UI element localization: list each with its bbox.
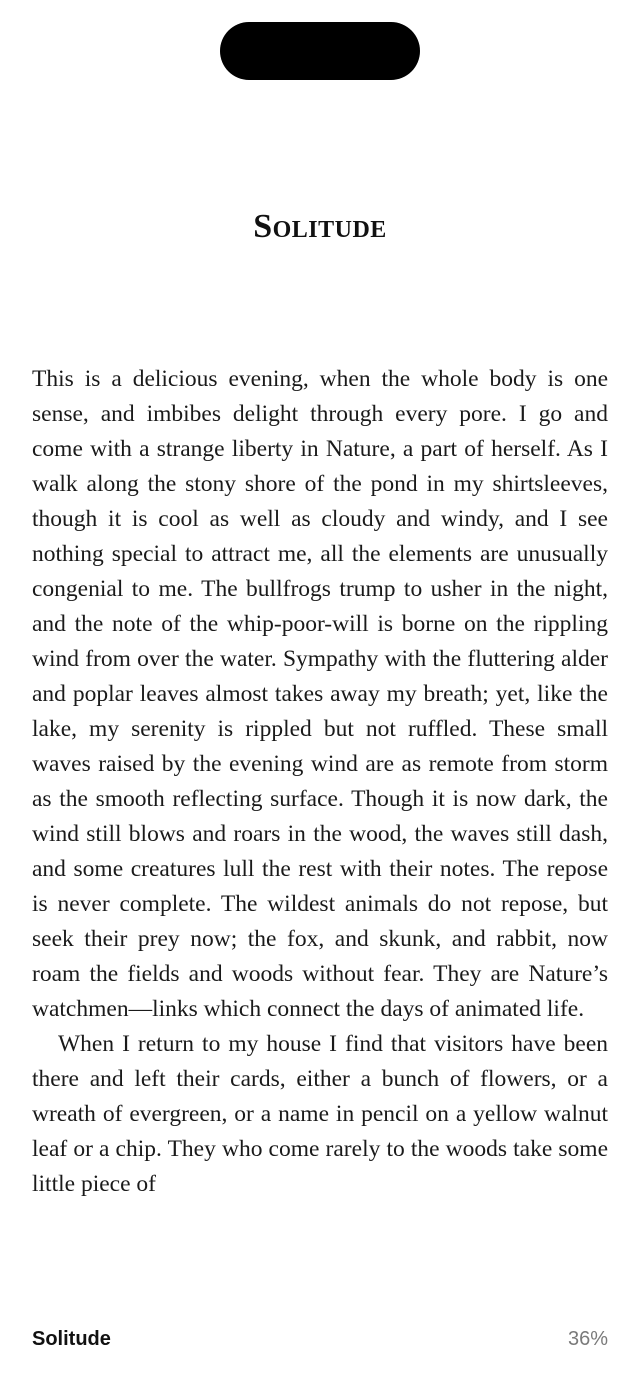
footer-chapter-name: Solitude bbox=[32, 1328, 111, 1350]
reading-text[interactable] bbox=[32, 362, 608, 1310]
chapter-title: Solitude bbox=[253, 208, 387, 245]
paragraph: When I return to my house I find that visitors have been there and left their cards, either a bunch of flowers, or a wreath of evergreen, or a name in pencil on a yellow walnut leaf or a chip. They who come rarely to the woods take some little piece of bbox=[32, 1031, 608, 1197]
paragraph: This is a delicious evening, when the whole body is one sense, and imbibes delight through every pore. I go and come with a strange liberty in Nature, a part of herself. As I walk along the stony shore of the pond in my shirtsleeves, though it is cool as well as cloudy and windy, and I see nothing special to attract me, all the elements are unusually congenial to me. The bullfrogs trump to usher in the night, and the note of the whip-poor-will is borne on the rippling wind from over the water. Sympathy with the fluttering alder and poplar leaves almost takes away my breath; yet, like the lake, my serenity is rippled but not ruffled. These small waves raised by the evening wind are as remote from storm as the smooth reflecting surface. Though it is now dark, the wind still blows and roars in the wood, the waves still dash, and some creatures lull the rest with their notes. The repose is never complete. The wildest animals do not repose, but seek their prey now; the fox, and skunk, and rabbit, now roam the fields and woods without fear. They are Nature’s watchmen—links which connect the days of animated life. bbox=[32, 366, 608, 1022]
reading-progress: 36% bbox=[567, 1328, 608, 1350]
dynamic-island bbox=[220, 22, 420, 80]
